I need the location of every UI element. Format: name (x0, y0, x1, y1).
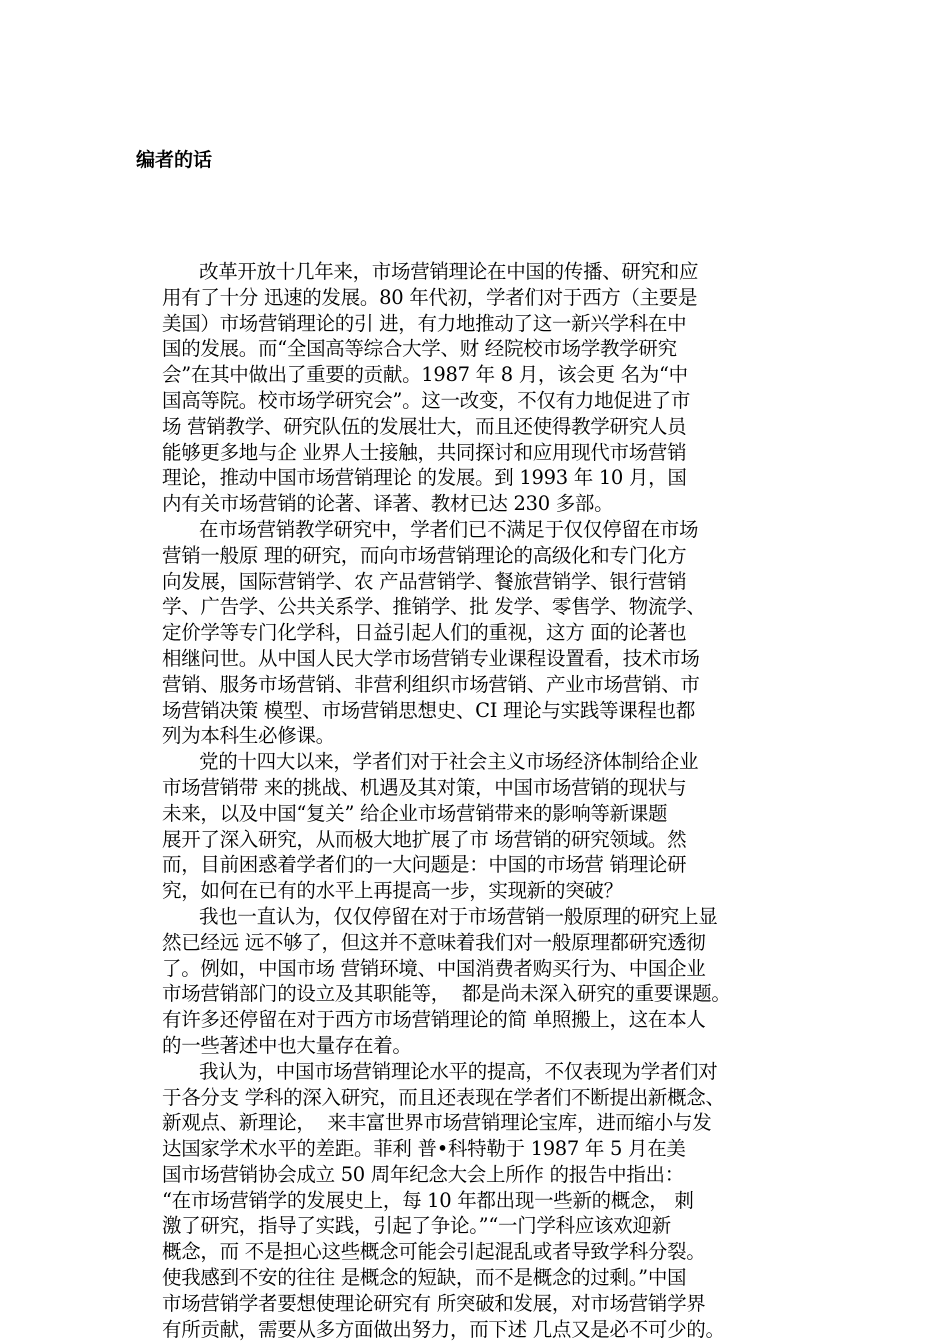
text-line: 向发展，国际营销学、农 产品营销学、餐旅营销学、银行营销 (162, 569, 687, 593)
text-line: 而，目前困惑着学者们的一大问题是：中国的市场营 销理论研 (162, 853, 687, 877)
paragraph-first-line: 党的十四大以来，学者们对于社会主义市场经济体制给企业 (199, 750, 699, 774)
page-title: 编者的话 (136, 149, 213, 171)
text-line: 营销一般原 理的研究，而向市场营销理论的高级化和专门化方 (162, 543, 687, 567)
text-line: 国高等院。校市场学研究会”。这一改变，不仅有力地促进了市 (162, 388, 691, 412)
text-line: 了。例如，中国市场 营销环境、中国消费者购买行为、中国企业 (162, 956, 706, 980)
text-line: 定价学等专门化学科，日益引起人们的重视，这方 面的论著也 (162, 621, 687, 645)
text-line: 场 营销教学、研究队伍的发展壮大，而且还使得教学研究人员 (162, 414, 687, 438)
text-line: 于各分支 学科的深入研究，而且还表现在学者们不断提出新概念、 (162, 1085, 725, 1109)
text-line: 市场营销学者要想使理论研究有 所突破和发展，对市场营销学界 (162, 1291, 706, 1315)
text-line: 究，如何在已有的水平上再提高一步，实现新的突破？ (162, 879, 623, 903)
paragraph-first-line: 在市场营销教学研究中，学者们已不满足于仅仅停留在市场 (199, 517, 699, 541)
text-line: “在市场营销学的发展史上，每 10 年都出现一些新的概念， 刺 (162, 1188, 694, 1212)
text-line: 达国家学术水平的差距。菲利 普•科特勒于 1987 年 5 月在美 (162, 1137, 686, 1161)
text-line: 学、广告学、公共关系学、推销学、批 发学、零售学、物流学、 (162, 595, 706, 619)
text-line: 展开了深入研究，从而极大地扩展了市 场营销的研究领域。然 (162, 827, 687, 851)
text-line: 国市场营销协会成立 50 周年纪念大会上所作 的报告中指出： (162, 1162, 684, 1186)
text-line: 激了研究，指导了实践，引起了争论。”“一门学科应该欢迎新 (162, 1214, 671, 1238)
text-line: 市场营销部门的设立及其职能等， 都是尚未深入研究的重要课题。 (162, 982, 731, 1006)
text-line: 国的发展。而“全国高等综合大学、财 经院校市场学教学研究 (162, 337, 677, 361)
text-line: 内有关市场营销的论著、译著、教材已达 230 多部。 (162, 492, 614, 516)
text-line: 然已经远 远不够了，但这并不意味着我们对一般原理都研究透彻 (162, 930, 706, 954)
text-line: 会”在其中做出了重要的贡献。1987 年 8 月，该会更 名为“中 (162, 363, 688, 387)
text-line: 能够更多地与企 业界人士接触，共同探讨和应用现代市场营销 (162, 440, 687, 464)
text-line: 有许多还停留在对于西方市场营销理论的简 单照搬上，这在本人 (162, 1008, 706, 1032)
text-line: 市场营销带 来的挑战、机遇及其对策，中国市场营销的现状与 (162, 775, 687, 799)
text-line: 营销、服务市场营销、非营利组织市场营销、产业市场营销、市 (162, 672, 700, 696)
body-text (162, 259, 822, 1342)
text-line: 的一些著述中也大量存在着。 (162, 1033, 412, 1057)
paragraph-first-line: 我也一直认为，仅仅停留在对于市场营销一般原理的研究上显 (199, 904, 718, 928)
text-line: 场营销决策 模型、市场营销思想史、CI 理论与实践等课程也都 (162, 698, 696, 722)
text-line: 新观点、新理论， 来丰富世界市场营销理论宝库，进而缩小与发 (162, 1111, 712, 1135)
text-line: 列为本科生必修课。 (162, 724, 335, 748)
paragraph-first-line: 改革开放十几年来，市场营销理论在中国的传播、研究和应 (199, 260, 699, 283)
text-line: 概念，而 不是担心这些概念可能会引起混乱或者导致学科分裂。 (162, 1240, 706, 1264)
text-line: 美国）市场营销理论的引 进，有力地推动了这一新兴学科在中 (162, 311, 687, 335)
paragraph-first-line: 我认为，中国市场营销理论水平的提高，不仅表现为学者们对 (199, 1059, 718, 1083)
text-line: 相继问世。从中国人民大学市场营销专业课程设置看，技术市场 (162, 646, 700, 670)
text-line: 用有了十分 迅速的发展。80 年代初，学者们对于西方（主要是 (162, 285, 698, 309)
text-line: 未来，以及中国“复关” 给企业市场营销带来的影响等新课题 (162, 801, 668, 825)
text-line: 使我感到不安的往往 是概念的短缺，而不是概念的过剩。”中国 (162, 1266, 687, 1290)
text-line: 理论，推动中国市场营销理论 的发展。到 1993 年 10 月，国 (162, 466, 687, 490)
text-line: 有所贡献，需要从多方面做出努力，而下述 几点又是必不可少的。 (162, 1317, 725, 1341)
